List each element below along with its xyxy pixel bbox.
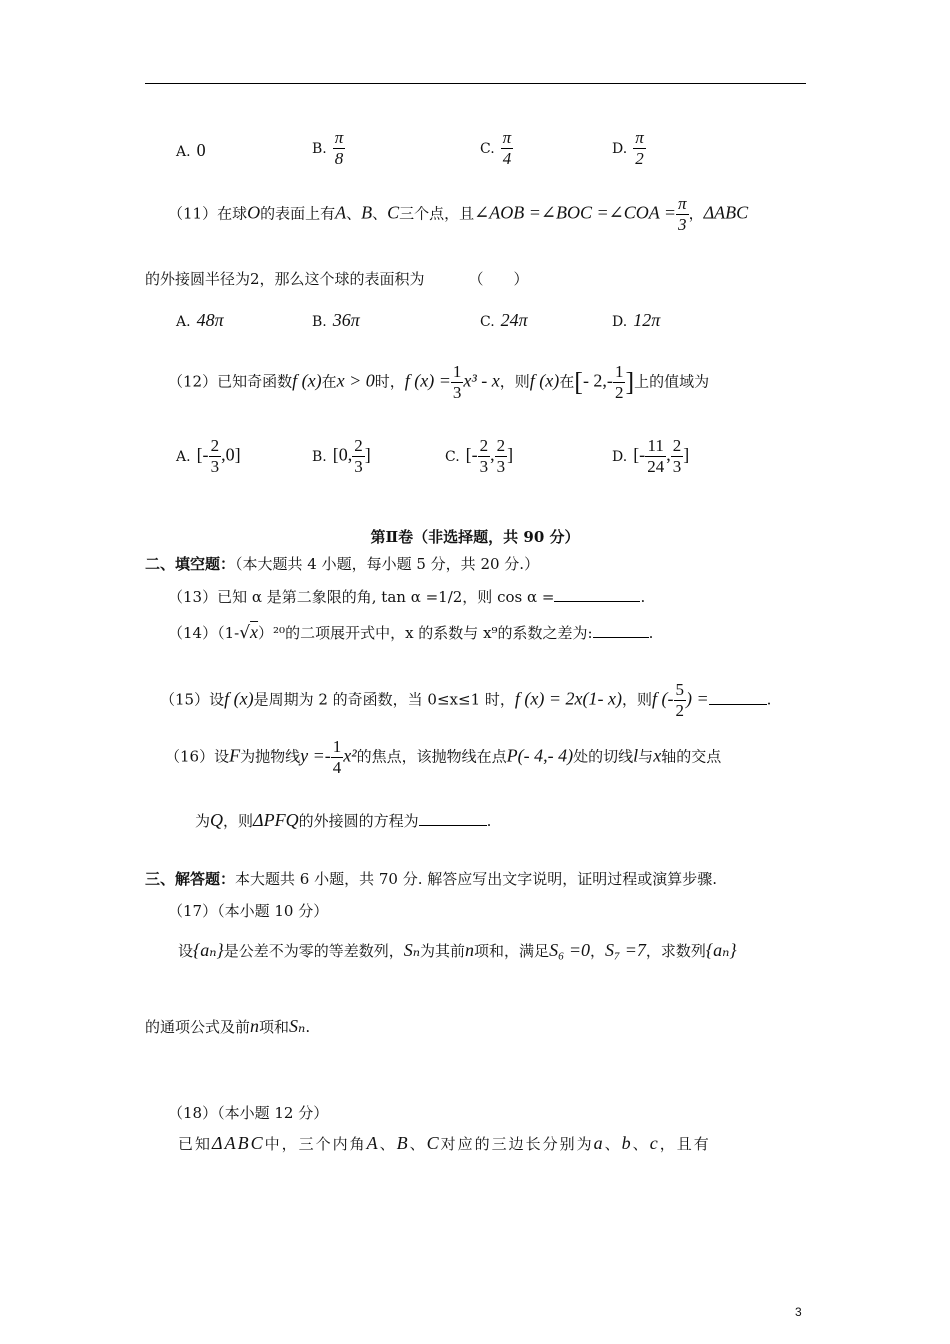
- q10-option-d: D. $\frac{\pi}{2}$: [612, 128, 644, 168]
- q11-option-d: D. 12π: [612, 310, 661, 330]
- page-number: 3: [795, 1305, 802, 1319]
- q15-stem: （15）设f (x)是周期为 2 的奇函数，当 0≤x≤1 时，f (x) = 2x(1- x)，则f (- $\frac{5}{2}$ ) = .: [160, 680, 772, 720]
- q12-option-a: A. [- $\frac{2}{3}$ ,0]: [176, 436, 241, 476]
- section3-heading: 三、解答题：本大题共 6 小题，共 70 分. 解答应写出文字说明，证明过程或演算步骤.: [145, 870, 718, 888]
- q14-stem: （14）（1-√x）²⁰的二项展开式中，x 的系数与 x⁹的系数之差为: .: [168, 622, 654, 643]
- q17-stem: 设{aₙ}是公差不为零的等差数列，Sₙ为其前n项和，满足S₆ =0，S₇ =7，求数列{aₙ}: [178, 940, 737, 960]
- q18-stem: 已知ΔABC中，三个内角A、B、C对应的三边长分别为a、b、c，且有: [178, 1133, 711, 1153]
- q17-stem-line2: 的通项公式及前n项和Sₙ.: [145, 1016, 311, 1036]
- q16-stem: （16）设F为抛物线y =- $\frac{1}{4}$ x²的焦点，该抛物线在点P(- 4,- 4)处的切线l与x轴的交点: [165, 737, 722, 777]
- q16-stem-line2: 为Q，则ΔPFQ的外接圆的方程为 .: [195, 810, 492, 830]
- q11-option-b: B. 36π: [312, 310, 360, 330]
- q11-stem: （11）在球O的表面上有A、B、C三个点，且∠AOB =∠BOC =∠COA = $\frac{\pi}{3}$ ，ΔABC: [168, 194, 749, 234]
- q17-title: （17）（本小题 10 分）: [168, 902, 329, 920]
- q11-option-c: C. 24π: [480, 310, 528, 330]
- q12-option-c: C. [- $\frac{2}{3}$ , $\frac{2}{3}$ ]: [445, 436, 514, 476]
- q11-stem-line2: 的外接圆半径为2，那么这个球的表面积为 （ ）: [145, 270, 529, 288]
- q11-option-a: A. 48π: [176, 310, 224, 330]
- q10-option-c: C. $\frac{\pi}{4}$: [480, 128, 512, 168]
- q13-stem: （13）已知 α 是第二象限的角, tan α =1/2，则 cos α = .: [168, 588, 646, 606]
- q12-option-b: B. [0, $\frac{2}{3}$ ]: [312, 436, 371, 476]
- header-rule: [145, 83, 806, 84]
- q10-option-a: A. 0: [176, 140, 206, 160]
- section2-title: 第Ⅱ卷（非选择题，共 90 分）: [370, 528, 580, 546]
- q12-stem: （12）已知奇函数f (x)在x > 0时，f (x) = $\frac{1}{3}$ x³ - x，则f (x)在[- 2,- $\frac{1}{2}$ ]上的值域为: [168, 362, 710, 402]
- q18-title: （18）（本小题 12 分）: [168, 1104, 329, 1122]
- q10-option-b: B. $\frac{\pi}{8}$: [312, 128, 344, 168]
- q12-option-d: D. [- $\frac{11}{24}$ , $\frac{2}{3}$ ]: [612, 436, 690, 476]
- section2-heading: 二、填空题：（本大题共 4 小题，每小题 5 分，共 20 分.）: [145, 555, 540, 573]
